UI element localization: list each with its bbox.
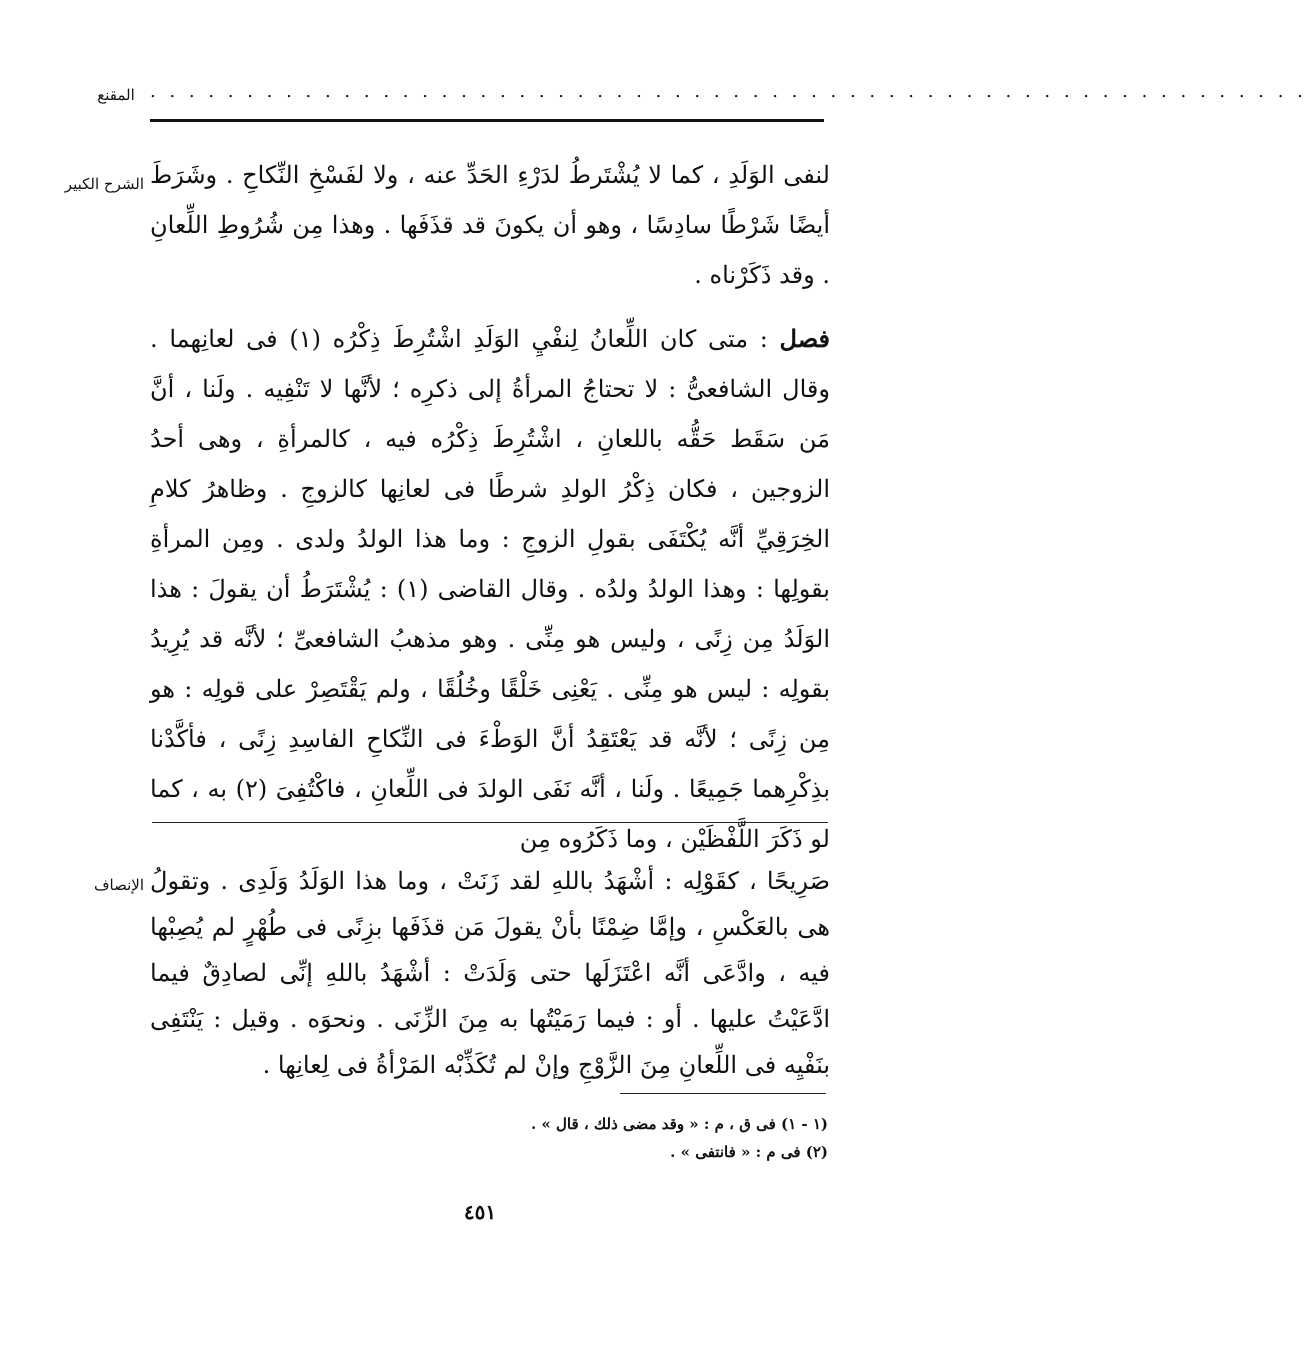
footnotes <box>440 1110 828 1166</box>
header-dotted-leader: . . . . . . . . . . . . . . . . . . . . . . . . . . . . . . . . . . . . . . . . . . . . . . . . . . . . . . . . . . . . <box>150 81 1307 102</box>
section-divider <box>152 822 828 823</box>
sharh-text <box>150 150 830 864</box>
insaf-paragraph: صَرِيحًا ، كقَوْلِه : أشْهَدُ باللهِ لقد زَنَتْ ، وما هذا الوَلَدُ وَلَدِى . وتقولُ هى بالعَكْسِ ، وإمَّا ضِمْنًا بأنْ يقولَ مَن قذَفَها بزِنًى فى طُهْرٍ لم يُصِبْها فيه ، وادَّعَى أنَّه اعْتَزَلَها حتى وَلَدَتْ : أشْهَدُ باللهِ إنِّى لصادِقٌ فيما ادَّعَيْتُ عليها . أو : فيما رَمَيْتُها به مِنَ الزِّنَى . ونحوَه . وقيل : يَنْتَفِى بنَفْيِه فى اللِّعانِ مِنَ الزَّوْجِ وإنْ لم تُكَذِّبْه المَرْأةُ فى لِعانِها . <box>150 867 830 1079</box>
footnote-2: (٢) فى م : « فانتفى » . <box>670 1143 828 1161</box>
sharh-paragraph-1: لنفى الوَلَدِ ، كما لا يُشْتَرطُ لدَرْءِ الحَدِّ عنه ، ولا لفَسْخِ النِّكاحِ . وشَرَطَ أيضًا شَرْطًا سادِسًا ، وهو أن يكونَ قد قذَفَها . وهذا مِن شُرُوطِ اللِّعانِ . وقد ذَكَرْناه . <box>150 161 830 289</box>
side-label-sharh: الشرح الكبير <box>64 175 144 193</box>
fasl-heading: فصل <box>779 324 830 353</box>
side-label-insaf: الإنصاف <box>93 876 144 894</box>
header-book-title: المقنع <box>97 86 135 104</box>
header-rule <box>150 119 824 122</box>
page-number: ٤٥١ <box>463 1200 497 1224</box>
fasl-body: : متى كان اللِّعانُ لِنفْيِ الوَلَدِ اشْتُرِطَ ذِكْرُه (١) فى لعانِهما . وقال الشافعىُّ : لا تحتاجُ المرأةُ إلى ذكرِه ؛ لأنَّها لا تَنْفِيه . ولَنا ، أنَّ مَن سَقَط حَقُّه باللعانِ ، اشْتُرِطَ ذِكْرُه فيه ، كالمرأةِ ، وهى أحدُ الزوجين ، فكان ذِكْرُ الولدِ شرطًا فى لعانِها كالزوجِ . وظاهرُ كلامِ الخِرَقِيِّ أنَّه يُكْتَفَى بقولِ الزوجِ : وما هذا الولدُ ولدى . ومِن المرأةِ بقولِها : وهذا الولدُ ولدُه . وقال القاضى (١) : يُشْتَرَطُ أن يقولَ : هذا الوَلَدُ مِن زِنًى ، وليس هو مِنِّى . وهو مذهبُ الشافعىِّ ؛ لأنَّه قد يُرِيدُ بقولِه : ليس هو مِنِّى . يَعْنِى خَلْقًا وخُلُقًا ، ولم يَقْتَصِرْ على قولِه : هو مِن زِنًى ؛ لأنَّه قد يَعْتَقِدُ أنَّ الوَطْءَ فى النِّكاحِ الفاسِدِ زِنًى ، فأكَّدْنا بذِكْرِهما جَمِيعًا . ولَنا ، أنَّه نَفَى الولدَ فى اللِّعانِ ، فاكْتُفِىَ (٢) به ، كما لو ذَكَرَ اللَّفْظَيْن ، وما ذَكَرُوه مِن <box>150 325 831 853</box>
sharh-paragraph-fasl <box>150 314 830 864</box>
insaf-text <box>150 858 830 1088</box>
footnote-rule <box>620 1093 826 1094</box>
footnote-1: (١ - ١) فى ق ، م : « وقد مضى ذلك ، قال » . <box>530 1115 828 1133</box>
